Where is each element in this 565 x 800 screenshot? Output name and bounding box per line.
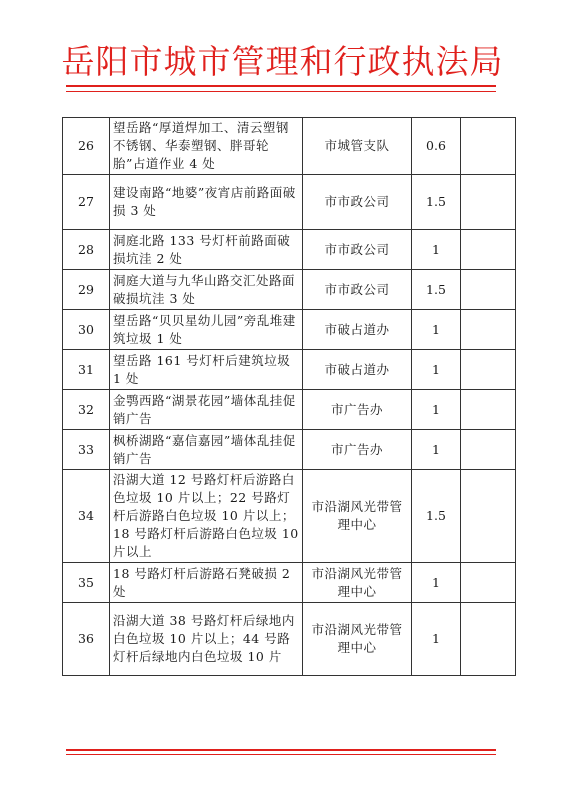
inspection-table-body	[63, 118, 516, 676]
table-row	[63, 603, 516, 676]
row-remark	[461, 230, 516, 270]
table-row	[63, 350, 516, 390]
row-number: 26	[63, 118, 110, 175]
row-remark	[461, 390, 516, 430]
row-description: 枫桥湖路“嘉信嘉园”墙体乱挂促销广告	[110, 430, 303, 470]
header-rule-thick	[66, 85, 496, 87]
row-number: 35	[63, 563, 110, 603]
table-row	[63, 118, 516, 175]
table-row	[63, 390, 516, 430]
row-remark	[461, 603, 516, 676]
inspection-table	[62, 117, 516, 676]
footer-rule-thick	[66, 749, 496, 751]
row-score: 1	[412, 230, 461, 270]
row-responsible-unit: 市沿湖风光带管理中心	[303, 603, 412, 676]
row-score: 1	[412, 310, 461, 350]
row-number: 30	[63, 310, 110, 350]
row-responsible-unit: 市广告办	[303, 430, 412, 470]
row-description: 沿湖大道 38 号路灯杆后绿地内白色垃圾 10 片以上；44 号路灯杆后绿地内白色垃圾 10 片	[110, 603, 303, 676]
row-score: 1	[412, 603, 461, 676]
row-score: 1.5	[412, 470, 461, 563]
row-description: 望岳路 161 号灯杆后建筑垃圾 1 处	[110, 350, 303, 390]
row-description: 望岳路“贝贝星幼儿园”旁乱堆建筑垃圾 1 处	[110, 310, 303, 350]
row-responsible-unit: 市市政公司	[303, 230, 412, 270]
table-row	[63, 470, 516, 563]
table-row	[63, 270, 516, 310]
row-responsible-unit: 市城管支队	[303, 118, 412, 175]
row-score: 1.5	[412, 175, 461, 230]
row-responsible-unit: 市广告办	[303, 390, 412, 430]
row-remark	[461, 270, 516, 310]
row-number: 34	[63, 470, 110, 563]
row-number: 33	[63, 430, 110, 470]
row-score: 1	[412, 350, 461, 390]
row-responsible-unit: 市破占道办	[303, 310, 412, 350]
row-number: 36	[63, 603, 110, 676]
page-header-title: 岳阳市城市管理和行政执法局	[61, 42, 504, 81]
row-description: 望岳路“厚道焊加工、清云塑钢不锈钢、华泰塑钢、胖哥轮胎”占道作业 4 处	[110, 118, 303, 175]
row-responsible-unit: 市沿湖风光带管理中心	[303, 563, 412, 603]
row-number: 32	[63, 390, 110, 430]
table-row	[63, 430, 516, 470]
row-remark	[461, 470, 516, 563]
row-number: 29	[63, 270, 110, 310]
row-responsible-unit: 市沿湖风光带管理中心	[303, 470, 412, 563]
table-row	[63, 175, 516, 230]
table-row	[63, 230, 516, 270]
row-number: 31	[63, 350, 110, 390]
row-description: 沿湖大道 12 号路灯杆后游路白色垃圾 10 片以上；22 号路灯杆后游路白色垃圾 10 片以上；18 号路灯杆后游路白色垃圾 10 片以上	[110, 470, 303, 563]
row-remark	[461, 430, 516, 470]
header-rule-thin	[66, 91, 496, 92]
row-responsible-unit: 市市政公司	[303, 175, 412, 230]
row-remark	[461, 350, 516, 390]
row-description: 洞庭北路 133 号灯杆前路面破损坑洼 2 处	[110, 230, 303, 270]
row-remark	[461, 118, 516, 175]
row-responsible-unit: 市破占道办	[303, 350, 412, 390]
row-description: 金鹗西路“湖景花园”墙体乱挂促销广告	[110, 390, 303, 430]
table-row	[63, 563, 516, 603]
row-remark	[461, 175, 516, 230]
row-responsible-unit: 市市政公司	[303, 270, 412, 310]
row-description: 18 号路灯杆后游路石凳破损 2 处	[110, 563, 303, 603]
row-description: 洞庭大道与九华山路交汇处路面破损坑洼 3 处	[110, 270, 303, 310]
row-score: 0.6	[412, 118, 461, 175]
footer-rule-thin	[66, 754, 496, 755]
row-score: 1	[412, 390, 461, 430]
row-score: 1	[412, 563, 461, 603]
row-description: 建设南路“地婆”夜宵店前路面破损 3 处	[110, 175, 303, 230]
row-remark	[461, 310, 516, 350]
row-number: 28	[63, 230, 110, 270]
row-remark	[461, 563, 516, 603]
row-number: 27	[63, 175, 110, 230]
table-row	[63, 310, 516, 350]
row-score: 1	[412, 430, 461, 470]
row-score: 1.5	[412, 270, 461, 310]
